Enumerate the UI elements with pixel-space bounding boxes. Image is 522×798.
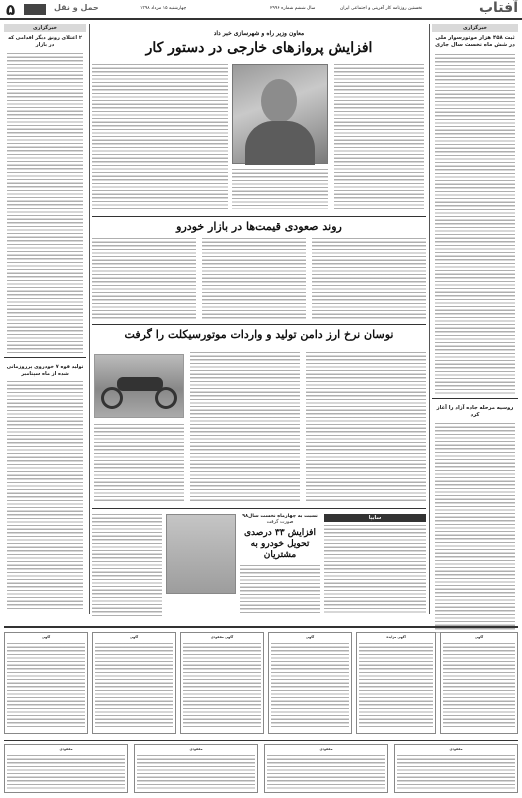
ad-box: آگهی مزایده [356, 632, 436, 734]
left-mid-headline: تولید قوه ۷ خودروی پرروزمانی شده از ماه سپتامبر [6, 364, 84, 377]
left-column [4, 24, 86, 620]
left-body-text-2 [7, 381, 83, 611]
ad-box: آگهی [268, 632, 352, 734]
motorcycle-photo [94, 354, 184, 418]
story4-right [324, 514, 426, 618]
ad-box: آگهی [4, 632, 88, 734]
left-box-label: خبرگزاری [4, 24, 86, 32]
left-body-text [7, 53, 83, 353]
right-headline: ثبت ۴۵۸ هزار موتورسوار ملی در شش ماه نخست سال جاری [435, 35, 515, 48]
lead-headline: افزایش پروازهای خارجی در دستور کار [145, 40, 373, 56]
story4-title-block [240, 514, 320, 618]
arrow-icon [24, 4, 46, 15]
story4-subkicker: صورت گرفت [266, 520, 294, 525]
ad-box: آگهی [92, 632, 176, 734]
right-body-text [435, 54, 515, 394]
lead-body-left [92, 64, 228, 209]
ads-row [4, 626, 518, 736]
issue-line: سال ششم شماره ۲۹۹۶ [270, 6, 316, 11]
page-header [0, 0, 522, 20]
lead-photo [232, 64, 328, 164]
story-car-prices [92, 218, 426, 322]
lead-story [92, 24, 426, 214]
factory-photo [166, 514, 236, 594]
masthead-tagline: نخستین روزنامه کار آفرینی و اجتماعی ایران [340, 6, 423, 11]
story4-kicker: نسبت به چهارماه نخست سال۹۸ [242, 514, 318, 519]
lead-body-under [232, 169, 328, 209]
bottom-ad: مفقودی [134, 744, 258, 793]
story3-headline: نوسان نرخ ارز دامن تولید و واردات موتورسیکلت را گرفت [124, 328, 394, 341]
right-box-label: خبرگزاری [432, 24, 518, 32]
story2-headline: روند صعودی قیمت‌ها در بازار خودرو [176, 220, 342, 233]
page-number: ۵ [6, 1, 16, 19]
right-headline-2: روسیه مرحله جاده آزاد را آغاز کرد [436, 405, 514, 418]
ad-box: آگهی [440, 632, 518, 734]
ad-box: آگهی مفقودی [180, 632, 264, 734]
lead-kicker: معاون وزیر راه و شهرسازی خبر داد [213, 30, 305, 37]
bottom-ads-row [4, 740, 518, 794]
date-line: چهارشنبه ۱۵ مرداد ۱۳۹۸ [140, 6, 187, 11]
masthead-logo: آفتاب [478, 0, 518, 16]
story4-headline: افزایش ۳۳ درصدی تحویل خودرو به مشتریان [244, 528, 316, 560]
saipa-box-label: سایپا [324, 514, 426, 522]
bottom-ad: مفقودی [394, 744, 518, 793]
story-motorcycle [92, 326, 426, 506]
bottom-ad: مفقودی [4, 744, 128, 793]
story-saipa [92, 510, 426, 622]
left-headline: ۲ اعتلای رونق دیگر اقدامی که در بازار [8, 35, 82, 48]
lead-body-right [334, 64, 424, 209]
section-title: حمل و نقل [54, 3, 99, 12]
bottom-ad: مفقودی [264, 744, 388, 793]
right-body-text-2 [435, 423, 515, 633]
right-column [432, 24, 518, 620]
